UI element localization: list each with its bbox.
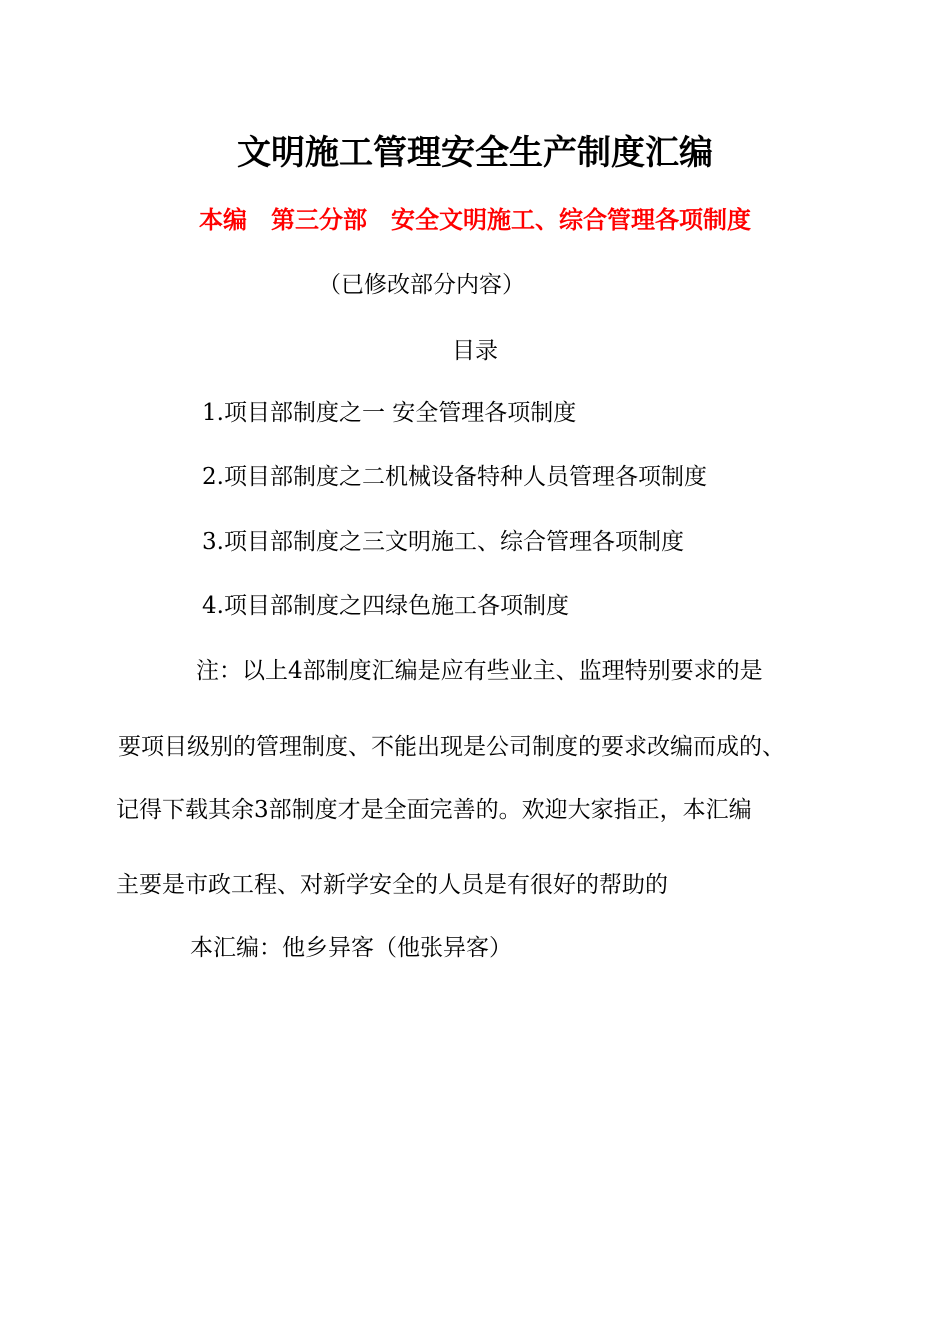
document-subtitle: 本编 第三分部 安全文明施工、综合管理各项制度 [199, 205, 751, 234]
note-line-2: 要项目级别的管理制度、不能出现是公司制度的要求改编而成的、 [118, 734, 785, 760]
note-line-3: 记得下载其余3部制度才是全面完善的。欢迎大家指正，本汇编 [116, 797, 752, 823]
modified-note: （已修改部分内容） [318, 272, 525, 298]
toc-item-1: 1.项目部制度之一 安全管理各项制度 [202, 400, 577, 426]
note-line-1: 注：以上4部制度汇编是应有些业主、监理特别要求的是 [196, 658, 763, 684]
document-title: 文明施工管理安全生产制度汇编 [237, 133, 713, 173]
compiler-line: 本汇编：他乡异客（他张异客） [190, 935, 512, 961]
toc-item-4: 4.项目部制度之四绿色施工各项制度 [202, 593, 569, 619]
toc-heading: 目录 [452, 338, 498, 364]
note-line-4: 主要是市政工程、对新学安全的人员是有很好的帮助的 [116, 872, 668, 898]
toc-item-2: 2.项目部制度之二机械设备特种人员管理各项制度 [202, 464, 707, 490]
toc-item-3: 3.项目部制度之三文明施工、综合管理各项制度 [202, 529, 684, 555]
